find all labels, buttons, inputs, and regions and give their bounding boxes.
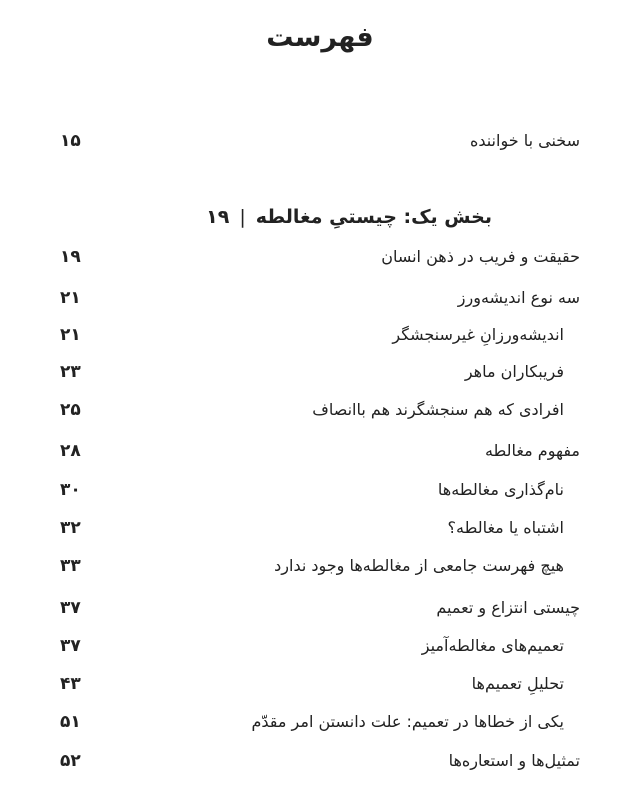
toc-entry-sub xyxy=(0,707,640,737)
toc-entry-text: سخنی با خواننده xyxy=(469,131,580,150)
toc-entry-text: چیستی انتزاع و تعمیم xyxy=(436,598,580,617)
toc-entry-text: تعمیم‌های مغالطه‌آمیز xyxy=(421,636,564,655)
toc-entry-text: افرادی که هم سنجشگرند هم باانصاف xyxy=(312,400,564,419)
toc-entry-text: مفهوم مغالطه xyxy=(484,441,580,460)
toc-entry-text: حقیقت و فریب در ذهن انسان xyxy=(381,247,580,266)
toc-entry-page: ۳۷ xyxy=(60,598,81,618)
section-heading-separator: | xyxy=(239,206,246,228)
toc-entry xyxy=(0,242,640,272)
page-title: فهرست xyxy=(266,22,374,53)
toc-entry-page: ۲۱ xyxy=(60,325,81,345)
toc-entry-page: ۲۳ xyxy=(60,362,81,382)
toc-entry-page: ۲۸ xyxy=(60,441,81,461)
toc-entry-text: اندیشه‌ورزانِ غیرسنجشگر xyxy=(392,325,564,344)
toc-entry-page: ۲۱ xyxy=(60,288,81,308)
toc-entry-page: ۳۲ xyxy=(60,518,81,538)
toc-entry-sub xyxy=(0,475,640,505)
toc-entry-sub xyxy=(0,395,640,425)
toc-entry-sub xyxy=(0,357,640,387)
toc-entry-page: ۴۳ xyxy=(60,674,81,694)
toc-entry-text: اشتباه یا مغالطه؟ xyxy=(447,518,564,537)
toc-entry-text: هیچ فهرست جامعی از مغالطه‌ها وجود ندارد xyxy=(274,556,564,575)
toc-entry-text: یکی از خطاها در تعمیم: علت دانستن امر مقدّم xyxy=(251,712,564,731)
toc-entry-page: ۳۷ xyxy=(60,636,81,656)
toc-entry xyxy=(0,126,640,156)
toc-entry-page: ۲۵ xyxy=(60,400,81,420)
toc-entry-page: ۱۵ xyxy=(60,131,81,151)
section-heading-text: بخش یک: چیستیِ مغالطه xyxy=(255,206,492,228)
toc-entry xyxy=(0,283,640,313)
toc-entry-page: ۳۳ xyxy=(60,556,81,576)
toc-entry-page: ۱۹ xyxy=(60,247,81,267)
toc-entry-page: ۳۰ xyxy=(60,480,81,500)
toc-entry-text: تحلیلِ تعمیم‌ها xyxy=(471,674,564,693)
toc-entry-text: فریبکاران ماهر xyxy=(464,362,564,381)
toc-entry xyxy=(0,436,640,466)
toc-entry-sub xyxy=(0,320,640,350)
toc-entry-text: تمثیل‌ها و استعاره‌ها xyxy=(448,751,580,770)
toc-entry xyxy=(0,746,640,776)
toc-entry-sub xyxy=(0,631,640,661)
section-heading xyxy=(206,201,492,233)
toc-entry-text: نام‌گذاری مغالطه‌ها xyxy=(437,480,564,499)
toc-entry-sub xyxy=(0,551,640,581)
toc-entry-sub xyxy=(0,513,640,543)
toc-entry-page: ۵۱ xyxy=(60,712,81,732)
toc-entry xyxy=(0,593,640,623)
toc-entry-text: سه نوع اندیشه‌ورز xyxy=(457,288,580,307)
section-heading-page: ۱۹ xyxy=(206,206,230,228)
toc-entry-sub xyxy=(0,669,640,699)
toc-entry-page: ۵۲ xyxy=(60,751,81,771)
